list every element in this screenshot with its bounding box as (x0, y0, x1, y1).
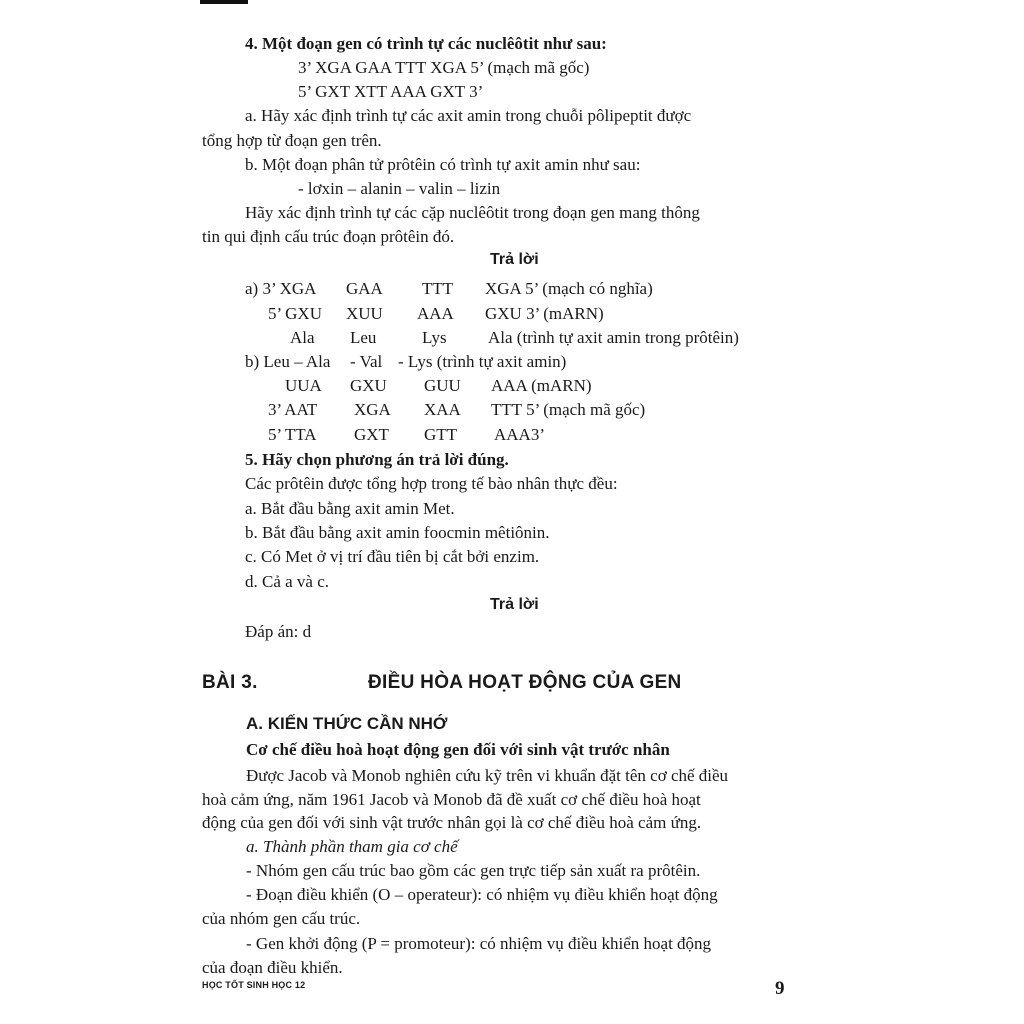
q4-part-b: b. Một đoạn phân tử prôtêin có trình tự axit amin như sau: (245, 155, 641, 174)
answer-b-cell: XGA (354, 400, 391, 419)
component-heading: a. Thành phần tham gia cơ chế (246, 837, 458, 856)
q4-task-line2: tin qui định cấu trúc đoạn prôtêin đó. (202, 227, 455, 246)
answer-b-cell: AAA3’ (494, 425, 545, 444)
answer-b-cell: 3’ AAT (268, 400, 318, 419)
answer-b-cell: TTT 5’ (mạch mã gốc) (491, 400, 646, 419)
answer-a-cell: Lys (422, 328, 447, 347)
answer-a-cell: Ala (trình tự axit amin trong prôtêin) (488, 328, 739, 347)
answer-b-cell: GTT (424, 425, 458, 444)
answer-a-cell: GAA (346, 279, 383, 298)
paragraph-line: động của gen đối với sinh vật trước nhân gọi là cơ chế điều hoà cảm ứng. (202, 813, 702, 832)
answer-a-cell: 5’ GXU (268, 304, 322, 323)
paragraph-line: Được Jacob và Monob nghiên cứu kỹ trên vi khuẩn đặt tên cơ chế điều (246, 766, 729, 785)
q5-option: b. Bắt đầu bằng axit amin foocmin mêtiônin. (245, 523, 550, 542)
answer-b-cell: GXU (350, 376, 387, 395)
q5-option: a. Bắt đầu bằng axit amin Met. (245, 499, 455, 518)
q5-option: c. Có Met ở vị trí đầu tiên bị cắt bởi enzim. (245, 547, 540, 566)
answer-b-cell: - Val (350, 352, 383, 371)
component-item: của nhóm gen cấu trúc. (202, 909, 361, 928)
page-number: 9 (775, 978, 785, 999)
q4-seq1: 3’ XGA GAA TTT XGA 5’ (mạch mã gốc) (298, 58, 590, 77)
answer-b-cell: 5’ TTA (268, 425, 317, 444)
q5-title: 5. Hãy chọn phương án trả lời đúng. (245, 450, 509, 469)
top-edge-mark (200, 0, 248, 4)
q5-option: d. Cả a và c. (245, 572, 330, 591)
answer-a-cell: a) 3’ XGA (245, 279, 317, 298)
q4-task-line1: Hãy xác định trình tự các cặp nuclêôtit trong đoạn gen mang thông (245, 203, 700, 222)
component-item: - Gen khởi động (P = promoteur): có nhiệm vụ điều khiển hoạt động (246, 934, 712, 953)
q4-title: 4. Một đoạn gen có trình tự các nuclêôtit như sau: (245, 34, 607, 53)
q5-answer-heading: Trả lời (490, 596, 539, 613)
answer-b-cell: GUU (424, 376, 461, 395)
answer-a-cell: GXU 3’ (mARN) (485, 304, 604, 323)
answer-a-cell: XUU (346, 304, 383, 323)
lesson-number: BÀI 3. (202, 672, 258, 693)
answer-b-cell: XAA (424, 400, 461, 419)
q4-part-a-line1: a. Hãy xác định trình tự các axit amin trong chuỗi pôlipeptit được (245, 106, 692, 125)
q4-aa-sequence: - lơxin – alanin – valin – lizin (298, 179, 501, 198)
answer-a-cell: TTT (422, 279, 454, 298)
lesson-title: ĐIỀU HÒA HOẠT ĐỘNG CỦA GEN (368, 672, 682, 693)
q5-answer: Đáp án: d (245, 622, 312, 641)
paragraph-line: hoà cảm ứng, năm 1961 Jacob và Monob đã đề xuất cơ chế điều hoà hoạt (202, 790, 701, 809)
answer-a-cell: AAA (417, 304, 454, 323)
component-item: - Nhóm gen cấu trúc bao gồm các gen trực tiếp sản xuất ra prôtêin. (246, 861, 701, 880)
answer-a-cell: Ala (290, 328, 315, 347)
footer-book-title: HỌC TỐT SINH HỌC 12 (202, 980, 306, 990)
component-item: - Đoạn điều khiển (O – operateur): có nhiệm vụ điều khiển hoạt động (246, 885, 718, 904)
answer-a-cell: XGA 5’ (mạch có nghĩa) (485, 279, 653, 298)
lesson-subheading: Cơ chế điều hoà hoạt động gen đối với sinh vật trước nhân (246, 740, 670, 759)
answer-b-cell: - Lys (trình tự axit amin) (398, 352, 567, 371)
q4-seq2: 5’ GXT XTT AAA GXT 3’ (298, 82, 484, 101)
answer-a-cell: Leu (350, 328, 377, 347)
q4-answer-heading: Trả lời (490, 251, 539, 268)
component-item: của đoạn điều khiển. (202, 958, 343, 977)
answer-b-cell: AAA (mARN) (491, 376, 592, 395)
answer-b-cell: b) Leu – Ala (245, 352, 331, 371)
q5-stem: Các prôtêin được tổng hợp trong tế bào nhân thực đều: (245, 474, 618, 493)
q4-part-a-line2: tổng hợp từ đoạn gen trên. (202, 131, 382, 150)
section-heading: A. KIẾN THỨC CẦN NHỚ (246, 714, 448, 733)
answer-b-cell: GXT (354, 425, 389, 444)
answer-b-cell: UUA (285, 376, 322, 395)
